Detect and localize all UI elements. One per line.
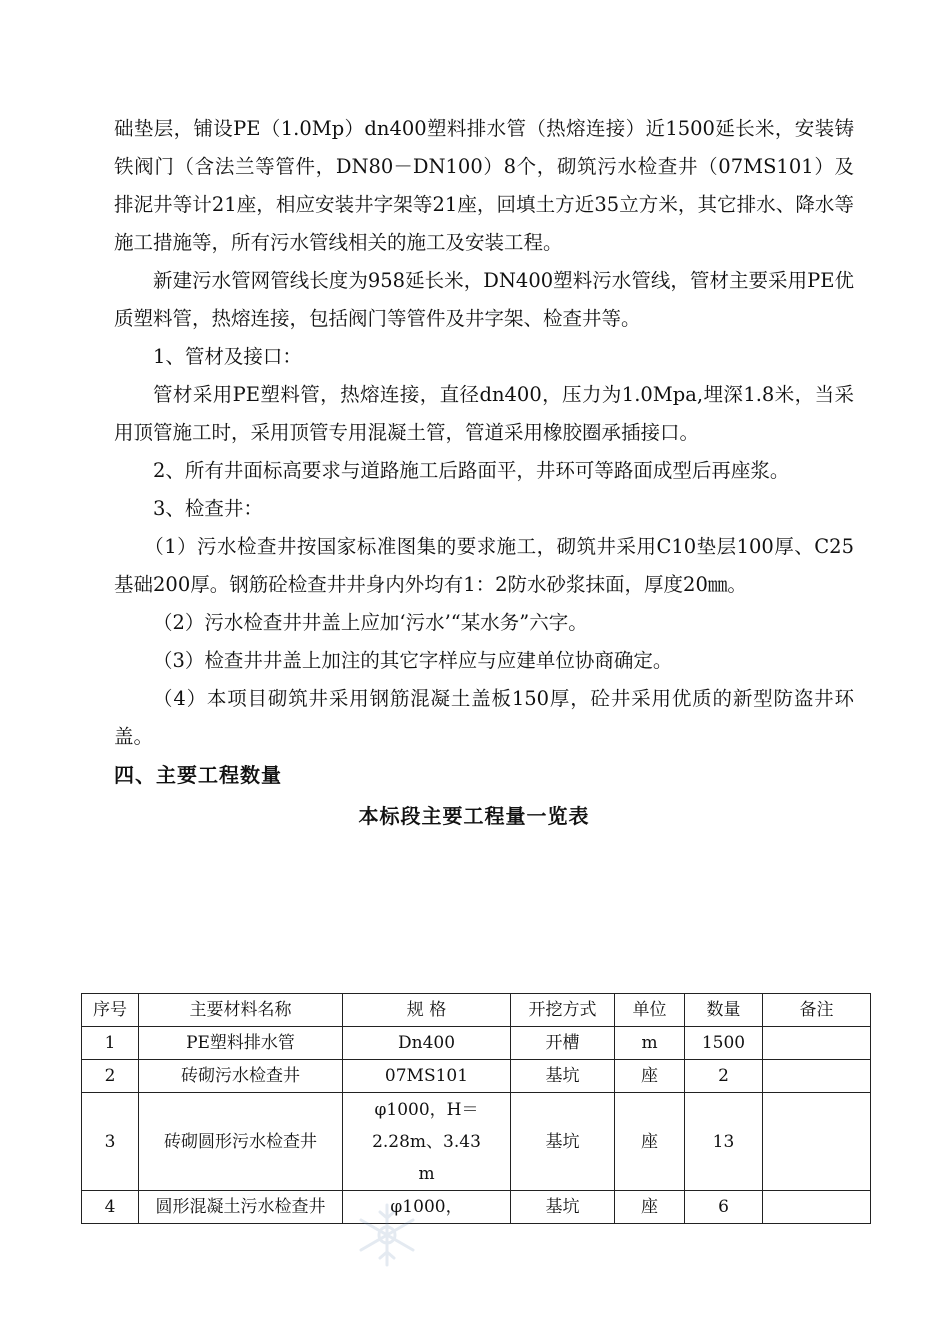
cell-excavation: 开槽 (511, 1027, 615, 1060)
paragraph-well-item-3: （3）检查井井盖上加注的其它字样应与应建单位协商确定。 (153, 649, 673, 672)
quantity-table (81, 993, 871, 1224)
cell-quantity: 6 (685, 1191, 763, 1224)
paragraph-inspection-well-heading: 3、检查井： (153, 497, 263, 520)
cell-spec: Dn400 (343, 1027, 511, 1060)
cell-remarks (763, 1191, 871, 1224)
cell-index: 4 (82, 1191, 139, 1224)
cell-unit: m (615, 1027, 685, 1060)
cell-material-name: 圆形混凝土污水检查井 (139, 1191, 343, 1224)
cell-material-name: 砖砌圆形污水检查井 (139, 1093, 343, 1191)
cell-remarks (763, 1027, 871, 1060)
cell-excavation: 基坑 (511, 1060, 615, 1093)
paragraph-pipe-heading: 1、管材及接口： (153, 345, 302, 368)
paragraph-pipe-material: 管材采用PE塑料管，热熔连接，直径dn400，压力为1.0Mpa,埋深1.8米，当采用顶管施工时，采用顶管专用混凝土管，管道采用橡胶圈承插接口。 (114, 383, 854, 444)
table-row (82, 1027, 871, 1060)
cell-remarks (763, 1060, 871, 1093)
cell-material-name: PE塑料排水管 (139, 1027, 343, 1060)
cell-unit: 座 (615, 1093, 685, 1191)
cell-quantity: 1500 (685, 1027, 763, 1060)
document-body (114, 110, 854, 835)
header-quantity: 数量 (685, 994, 763, 1027)
table-row (82, 1191, 871, 1224)
cell-index: 1 (82, 1027, 139, 1060)
cell-excavation: 基坑 (511, 1093, 615, 1191)
table-row (82, 1060, 871, 1093)
header-index: 序号 (82, 994, 139, 1027)
paragraph-well-item-2: （2）污水检查井井盖上应加‘污水’“某水务”六字。 (153, 611, 588, 634)
paragraph-project-scope: 础垫层，铺设PE（1.0Mp）dn400塑料排水管（热熔连接）近1500延长米，安装铸铁阀门（含法兰等管件，DN80－DN100）8个，砌筑污水检查井（07MS101）及排泥井等计21座，相应安装井字架等21座，回填土方近35立方米，其它排水、降水等施工措施等，所有污水管线相关的施工及安装工程。 (114, 117, 854, 254)
cell-quantity: 2 (685, 1060, 763, 1093)
header-excavation: 开挖方式 (511, 994, 615, 1027)
paragraph-well-item-4: （4）本项目砌筑井采用钢筋混凝土盖板150厚，砼井采用优质的新型防盗井环盖。 (114, 687, 854, 748)
cell-index: 2 (82, 1060, 139, 1093)
cell-unit: 座 (615, 1060, 685, 1093)
header-spec: 规 格 (343, 994, 511, 1027)
cell-remarks (763, 1093, 871, 1191)
paragraph-manhole-elevation: 2、所有井面标高要求与道路施工后路面平，井环可等路面成型后再座浆。 (153, 459, 790, 482)
header-unit: 单位 (615, 994, 685, 1027)
header-material-name: 主要材料名称 (139, 994, 343, 1027)
cell-unit: 座 (615, 1191, 685, 1224)
table-row (82, 1093, 871, 1191)
cell-excavation: 基坑 (511, 1191, 615, 1224)
paragraph-new-sewer-network: 新建污水管网管线长度为958延长米，DN400塑料污水管线，管材主要采用PE优质塑料管，热熔连接，包括阀门等管件及井字架、检查井等。 (114, 269, 854, 330)
cell-spec: 07MS101 (343, 1060, 511, 1093)
section-heading: 四、主要工程数量 (114, 763, 282, 787)
paragraph-well-item-1: （1）污水检查井按国家标准图集的要求施工，砌筑井采用C10垫层100厚、C25基础200厚。钢筋砼检查井井身内外均有1：2防水砂浆抹面，厚度20㎜。 (114, 535, 854, 596)
cell-spec: φ1000， (343, 1191, 511, 1224)
table-title: 本标段主要工程量一览表 (358, 804, 590, 828)
header-remarks: 备注 (763, 994, 871, 1027)
cell-material-name: 砖砌污水检查井 (139, 1060, 343, 1093)
cell-index: 3 (82, 1093, 139, 1191)
cell-quantity: 13 (685, 1093, 763, 1191)
snowflake-watermark-icon (352, 1200, 422, 1270)
table-header-row (82, 994, 871, 1027)
cell-spec: φ1000，H＝2.28m、3.43m (343, 1093, 511, 1191)
